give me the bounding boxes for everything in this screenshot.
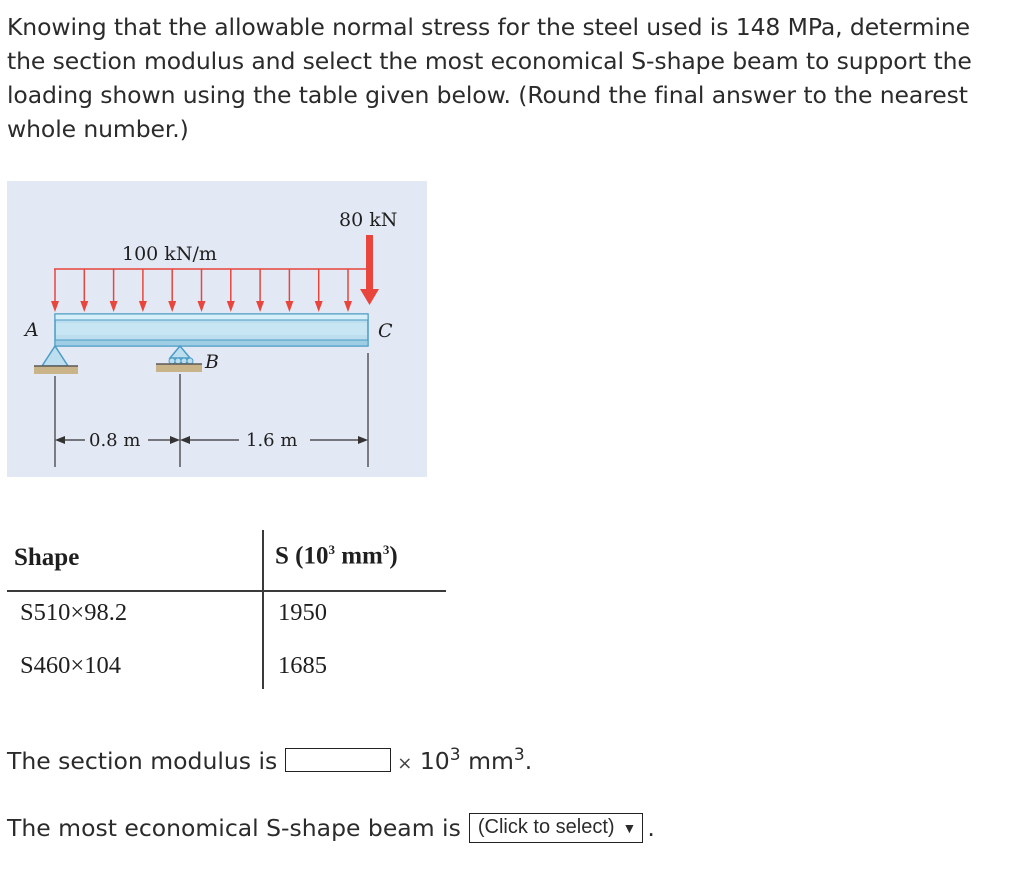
section-modulus-unit: $10^3$ $mm^3$ [419,745,525,775]
table-row-1-shape: S510×98.2 [20,599,128,626]
table-header-shape: Shape [14,544,80,571]
section-modulus-prompt: The section modulus is [7,746,278,775]
table-row-2-shape: S460×104 [20,652,121,679]
beam [55,314,368,346]
table-header-section-modulus: S ($10^3$ $mm^3$) [275,542,398,570]
beam-select-dropdown[interactable] [469,813,644,843]
beam-diagram [7,181,427,477]
dim-ab-label: 0.8 m [89,430,141,451]
table-column-rule [262,530,264,689]
section-modulus-period: . [524,746,533,775]
point-c-label: C [378,320,393,342]
dim-bc-label: 1.6 m [246,430,298,451]
beam-selection-prompt: The most economical S-shape beam is [7,814,461,842]
point-b-label: B [205,351,219,373]
problem-text: Knowing that the allowable normal stress for the steel used is 148 MPa, determine the section modulus and select the most economical S-shape beam to support the loading shown using the table given below. (Round the final answer to the nearest whole number.) [7,13,972,143]
beam-diagram-svg [7,181,427,477]
shape-table [7,530,447,690]
beam-select-label: (Click to select) [477,815,615,838]
point-load-label: 80 kN [339,209,398,231]
times-symbol: × [397,752,413,774]
table-row-1-s: 1950 [278,599,327,626]
chevron-down-icon: ▼ [622,819,637,836]
beam-selection-answer-line [7,811,655,845]
table-row-2-s: 1685 [278,652,327,679]
distributed-load-label: 100 kN/m [122,243,217,265]
beam-selection-period: . [647,814,655,842]
section-modulus-input[interactable] [285,748,391,772]
point-a-label: A [25,319,39,341]
section-modulus-answer-line [7,738,532,781]
table-header-rule [7,590,446,592]
